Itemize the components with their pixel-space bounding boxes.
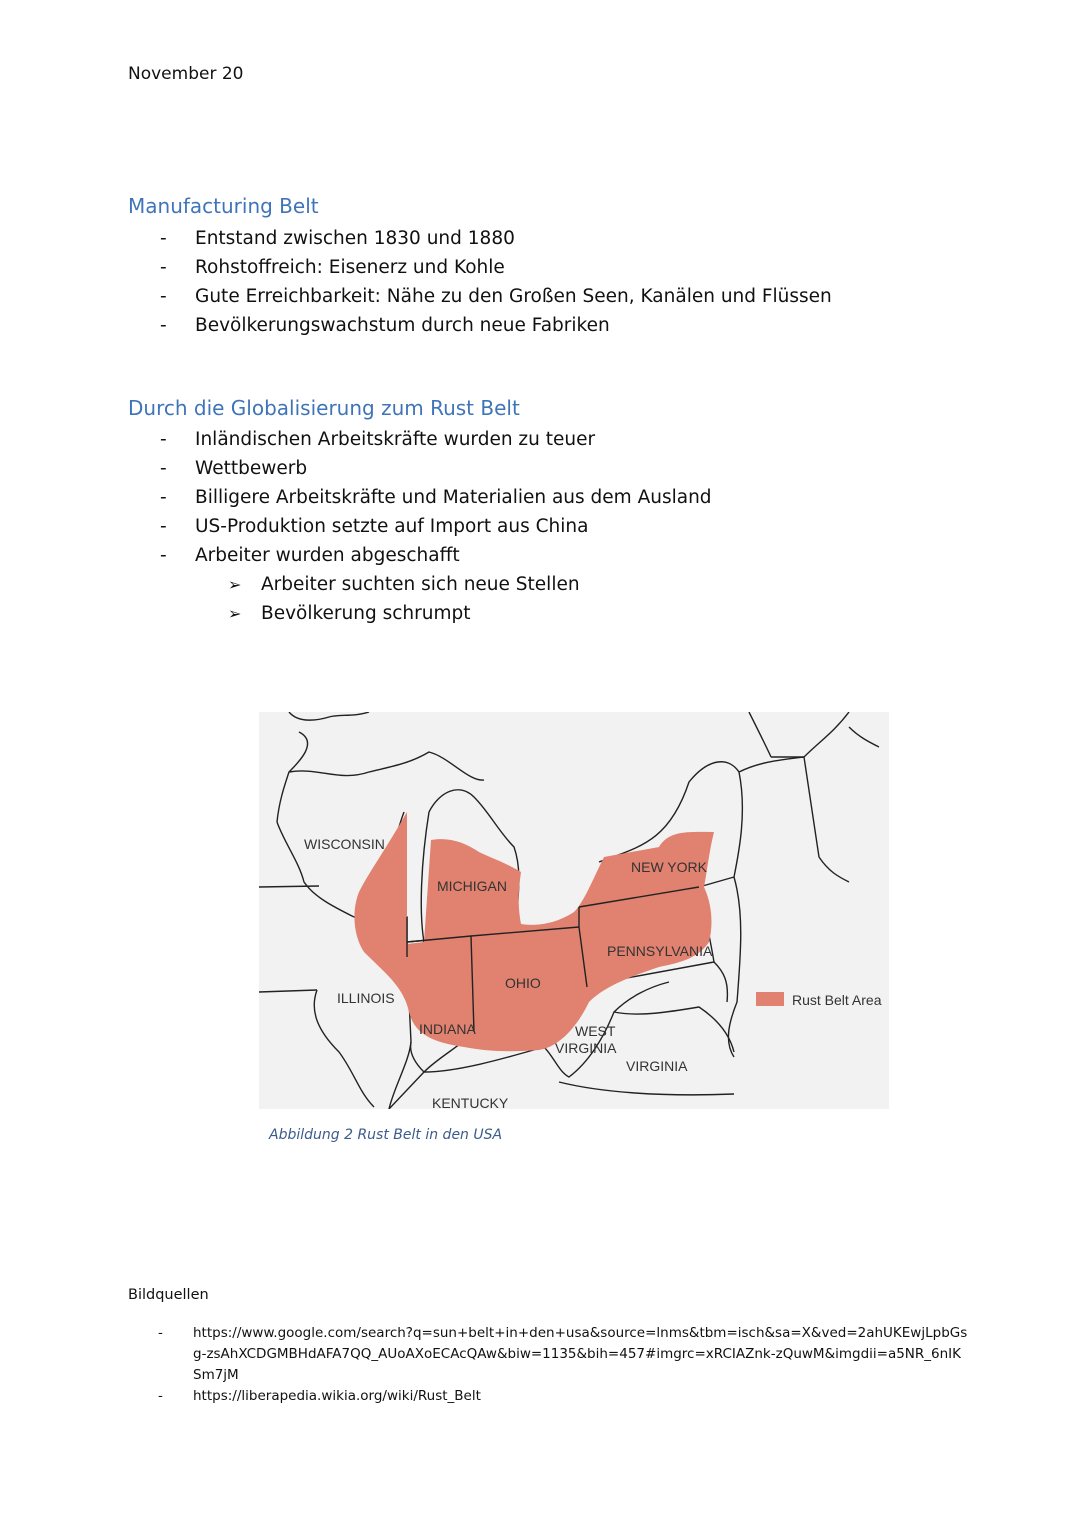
legend-label: Rust Belt Area	[792, 992, 882, 1008]
label-west-virginia-line2: VIRGINIA	[555, 1040, 617, 1056]
label-indiana: INDIANA	[419, 1021, 476, 1037]
section-heading-manufacturing-belt: Manufacturing Belt	[128, 194, 319, 218]
dash-bullet: -	[160, 315, 167, 336]
source-link-liberapedia[interactable]: https://liberapedia.wikia.org/wiki/Rust_Belt	[193, 1388, 481, 1404]
list-item: - Rohstoffreich: Eisenerz und Kohle	[130, 253, 832, 282]
label-virginia: VIRGINIA	[626, 1058, 688, 1074]
dash-bullet: -	[160, 458, 167, 479]
label-west-virginia-line1: WEST	[575, 1023, 616, 1039]
sub-list-item: ➢ Bevölkerung schrumpt	[130, 599, 712, 628]
dash-bullet: -	[160, 516, 167, 537]
dash-bullet: -	[160, 429, 167, 450]
label-illinois: ILLINOIS	[337, 990, 395, 1006]
sub-list-item: ➢ Arbeiter suchten sich neue Stellen	[130, 570, 712, 599]
label-michigan: MICHIGAN	[437, 878, 507, 894]
list-item: - Entstand zwischen 1830 und 1880	[130, 224, 832, 253]
rust-belt-area	[354, 812, 714, 1051]
dash-bullet: -	[160, 487, 167, 508]
maine-coast	[771, 727, 879, 757]
legend-swatch	[756, 992, 784, 1006]
sources-list	[128, 1323, 968, 1407]
list-item: - US-Produktion setzte auf Import aus China	[130, 512, 712, 541]
label-pennsylvania: PENNSYLVANIA	[607, 943, 713, 959]
sources-title: Bildquellen	[128, 1287, 209, 1303]
dash-bullet: -	[160, 228, 167, 249]
document-date: November 20	[128, 64, 244, 84]
list-item: - Gute Erreichbarkeit: Nähe zu den Großen Seen, Kanälen und Flüssen	[130, 282, 832, 311]
rust-belt-map	[259, 712, 889, 1109]
source-link-google[interactable]: https://www.google.com/search?q=sun+belt+in+den+usa&source=lnms&tbm=isch&sa=X&ved=2ahUKEwjLpbGsg-zsAhXCDGMBHdAFA7QQ_AUoAXoECAcQAw&biw=1135&bih=457#imgrc=xRCIAZnk-zQuwM&imgdii=a5NR_6nIKSm7jM	[193, 1325, 968, 1383]
dash-bullet: -	[160, 545, 167, 566]
rust-belt-list-block	[130, 425, 712, 628]
source-item	[128, 1323, 968, 1386]
label-kentucky: KENTUCKY	[432, 1095, 509, 1109]
list-item: - Wettbewerb	[130, 454, 712, 483]
arrow-bullet-icon: ➢	[228, 575, 242, 594]
map-svg	[259, 712, 889, 1109]
west-state-lines	[259, 886, 319, 992]
lake-superior-shore	[277, 712, 484, 822]
list-item: - Arbeiter wurden abgeschafft	[130, 541, 712, 570]
dash-bullet: -	[160, 257, 167, 278]
rust-belt-sublist	[130, 570, 712, 628]
list-item: - Bevölkerungswachstum durch neue Fabriken	[130, 311, 832, 340]
section-heading-rust-belt: Durch die Globalisierung zum Rust Belt	[128, 396, 520, 420]
list-item: - Billigere Arbeitskräfte und Materialien aus dem Ausland	[130, 483, 712, 512]
rust-belt-list	[130, 425, 712, 570]
label-new-york: NEW YORK	[631, 859, 707, 875]
label-ohio: OHIO	[505, 975, 541, 991]
dash-bullet: -	[158, 1388, 163, 1404]
manufacturing-belt-list	[130, 224, 832, 340]
dash-bullet: -	[160, 286, 167, 307]
label-wisconsin: WISCONSIN	[304, 836, 385, 852]
figure-caption: Abbildung 2 Rust Belt in den USA	[269, 1127, 503, 1143]
source-item	[128, 1386, 968, 1407]
arrow-bullet-icon: ➢	[228, 604, 242, 623]
list-item: - Inländischen Arbeitskräfte wurden zu teuer	[130, 425, 712, 454]
dash-bullet: -	[158, 1325, 163, 1341]
